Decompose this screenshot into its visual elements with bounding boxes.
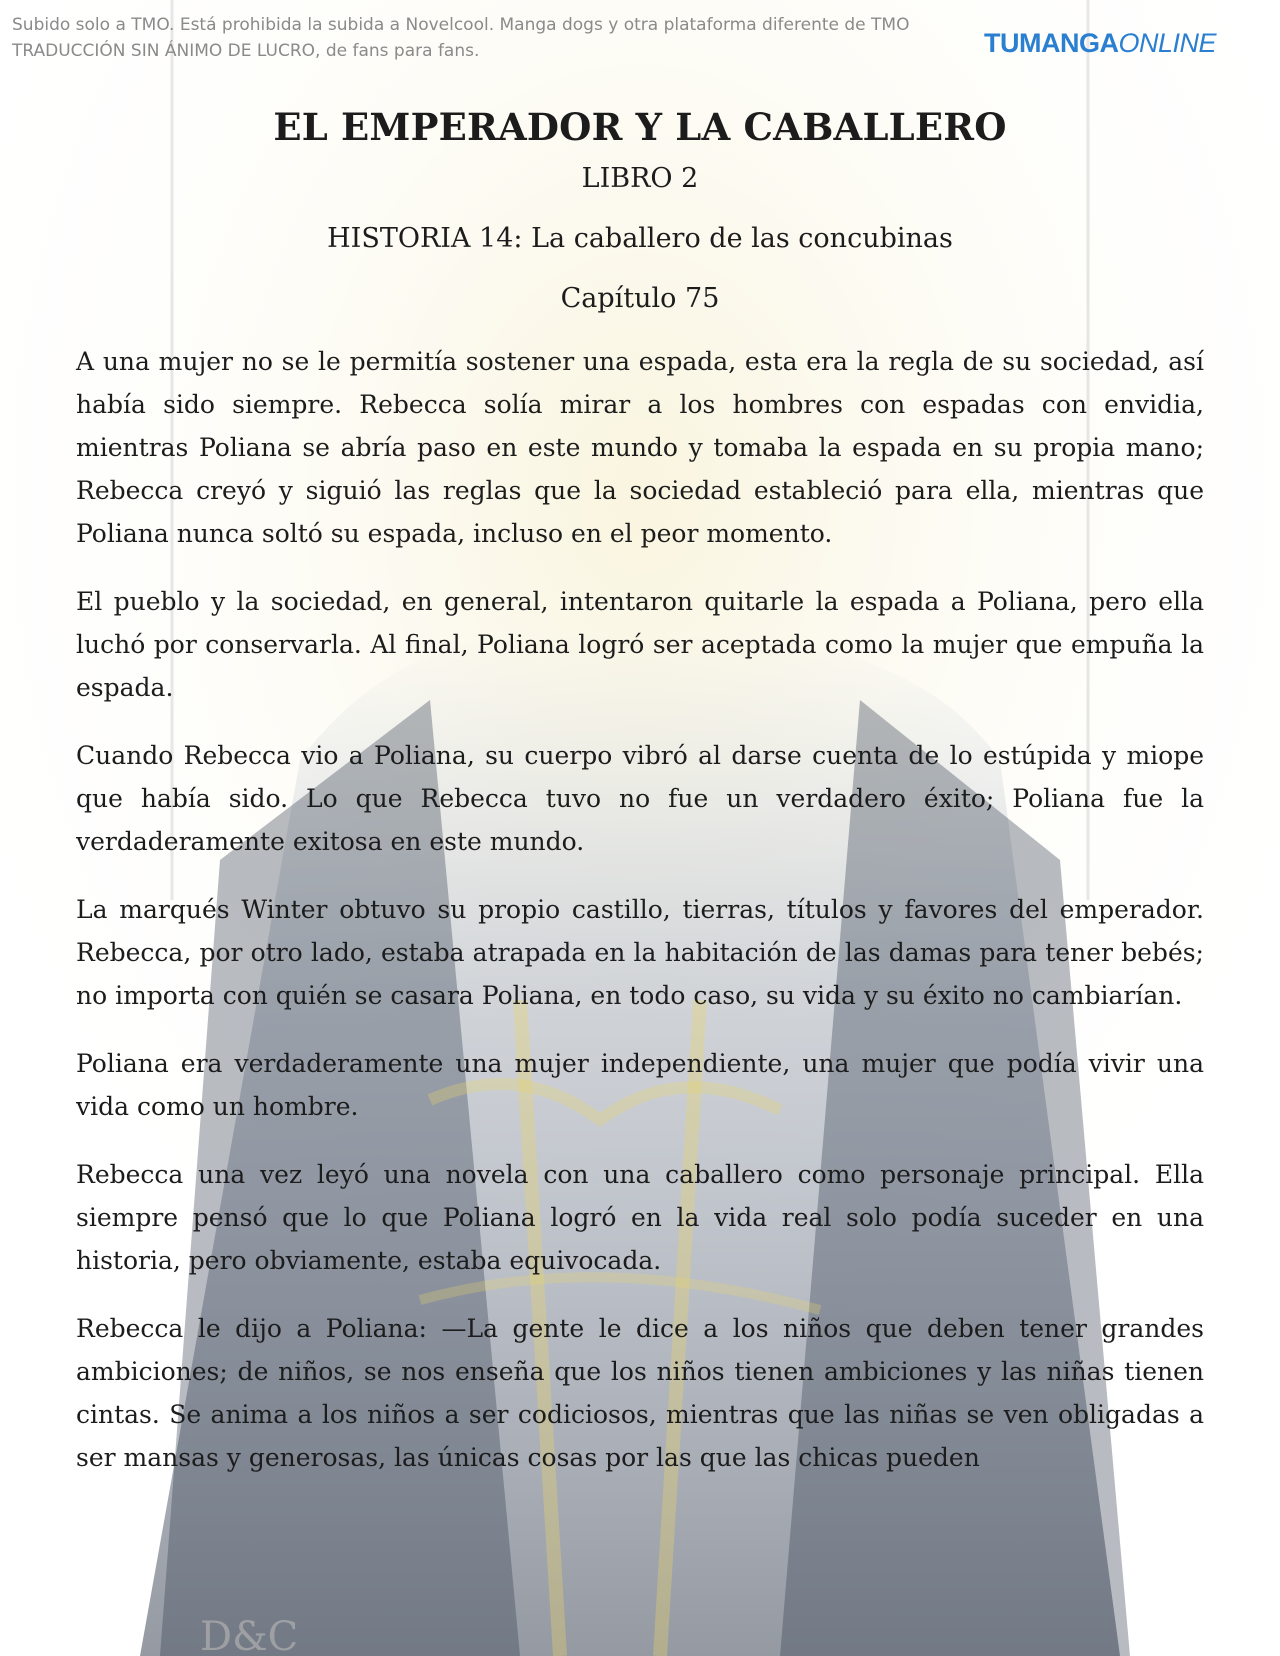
paragraph: Rebecca una vez leyó una novela con una caballero como personaje principal. Ella siempre pensó que lo que Poliana logró en la vida real solo podía suceder en una historia, pero obviamente, estaba equivocada.	[76, 1160, 1204, 1275]
novel-title: EL EMPERADOR Y LA CABALLERO	[273, 105, 1007, 149]
logo-tail-text: ONLINE	[1118, 28, 1216, 58]
logo-main-text: TUMANGA	[983, 28, 1119, 58]
book-number: LIBRO 2	[581, 163, 699, 194]
paragraph: Poliana era verdaderamente una mujer independiente, una mujer que podía vivir una vida como un hombre.	[76, 1049, 1204, 1121]
paragraph: Rebecca le dijo a Poliana: —La gente le dice a los niños que deben tener grandes ambiciones; de niños, se nos enseña que los niños tienen ambiciones y las niñas tienen cintas. Se anima a los niños a ser codiciosos, mientras que las niñas se ven obligadas a ser mansas y generosas, las únicas cosas por las que las chicas pueden	[76, 1314, 1204, 1472]
story-title: HISTORIA 14: La caballero de las concubinas	[327, 223, 953, 254]
upload-notice	[12, 12, 909, 64]
chapter-page	[76, 100, 1204, 1504]
paragraph: A una mujer no se le permitía sostener una espada, esta era la regla de su sociedad, así había sido siempre. Rebecca solía mirar a los hombres con espadas con envidia, mientras Poliana se abría paso en este mundo y tomaba la espada en su propia mano; Rebecca creyó y siguió las reglas que la sociedad estableció para ella, mientras que Poliana nunca soltó su espada, incluso en el peor momento.	[76, 347, 1204, 548]
paragraph: La marqués Winter obtuvo su propio castillo, tierras, títulos y favores del emperador. Rebecca, por otro lado, estaba atrapada en la habitación de las damas para tener bebés; no importa con quién se casara Poliana, en todo caso, su vida y su éxito no cambiarían.	[76, 895, 1204, 1010]
chapter-number: Capítulo 75	[560, 283, 720, 314]
chapter-body	[76, 340, 1204, 1479]
tumangaonline-logo	[984, 28, 1216, 59]
corner-mark: D&C	[200, 1614, 299, 1656]
upload-notice-line-2: TRADUCCIÓN SIN ÁNIMO DE LUCRO, de fans para fans.	[12, 41, 480, 61]
paragraph: Cuando Rebecca vio a Poliana, su cuerpo vibró al darse cuenta de lo estúpida y miope que había sido. Lo que Rebecca tuvo no fue un verdadero éxito; Poliana fue la verdaderamente exitosa en este mundo.	[76, 741, 1204, 856]
upload-notice-line-1: Subido solo a TMO. Está prohibida la subida a Novelcool. Manga dogs y otra plataforma diferente de TMO	[12, 15, 910, 35]
paragraph: El pueblo y la sociedad, en general, intentaron quitarle la espada a Poliana, pero ella luchó por conservarla. Al final, Poliana logró ser aceptada como la mujer que empuña la espada.	[76, 587, 1204, 702]
